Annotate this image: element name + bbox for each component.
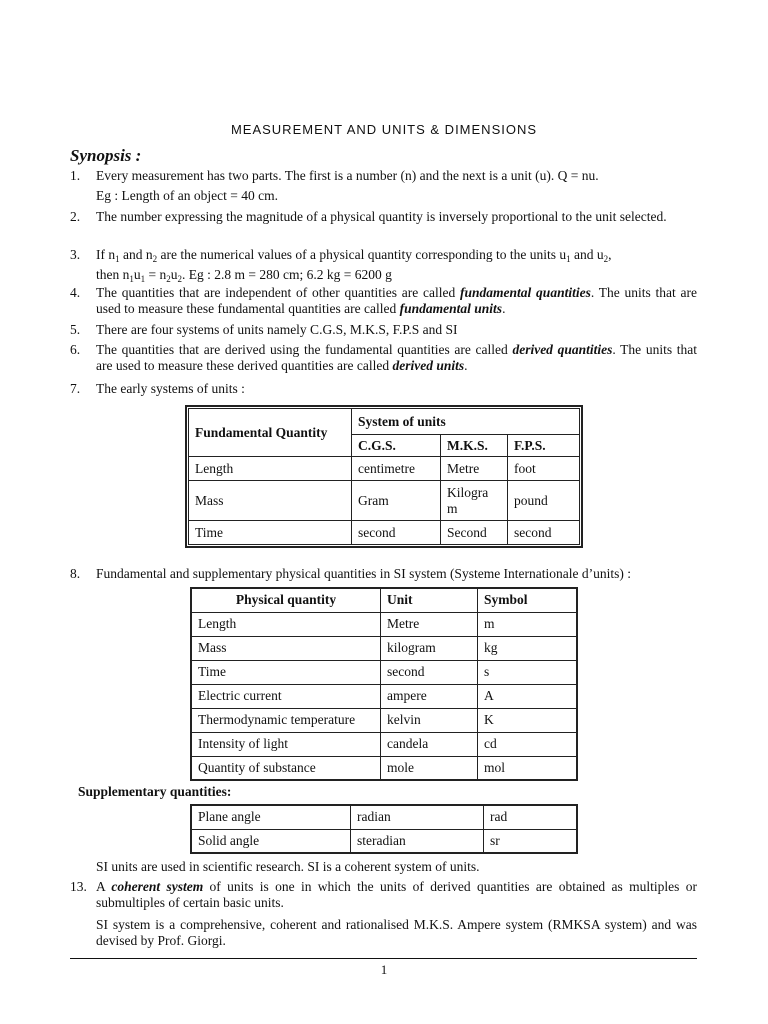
- point-text: If $n_1$ and $n_2$ are the numerical values of a physical quantity corresponding to the units $u_1$ and $u_2$, then $n_1u_1 = n_2u_2$. Eg : 2.8 m = 280 cm; 6.2 kg = 6200 g: [96, 247, 612, 284]
- header-mks: M.K.S.: [441, 435, 508, 457]
- header-physical-quantity: Physical quantity: [191, 588, 381, 612]
- point-7: [70, 381, 697, 397]
- header-cgs: C.G.S.: [352, 435, 441, 457]
- point-4: [70, 285, 697, 317]
- header-system-of-units: System of units: [352, 409, 580, 435]
- point-number: 2.: [70, 209, 81, 224]
- point-1: [70, 168, 697, 204]
- supplementary-table: [190, 804, 578, 854]
- early-systems-table: [188, 408, 580, 545]
- page-title: MEASUREMENT AND UNITS & DIMENSIONS: [230, 122, 538, 137]
- table-row: Time second Second second: [189, 521, 580, 545]
- point-3: [70, 247, 697, 287]
- point-8: [70, 566, 697, 582]
- point-number: 6.: [70, 342, 81, 357]
- point-text: Every measurement has two parts. The first is a number (n) and the next is a unit (u). Q = nu.: [96, 168, 599, 183]
- point-number: 7.: [70, 381, 81, 396]
- si-system-text: SI system is a comprehensive, coherent and rationalised M.K.S. Ampere system (RMKSA system) and was devised by Prof. Giorgi.: [96, 917, 697, 948]
- table-row: Time second s: [191, 660, 577, 684]
- point-number: 4.: [70, 285, 81, 300]
- table-row: Thermodynamic temperature kelvin K: [191, 708, 577, 732]
- table-row: Solid angle steradian sr: [191, 829, 577, 853]
- page-number: 1: [380, 962, 388, 977]
- point-text: There are four systems of units namely C.G.S, M.K.S, F.P.S and SI: [96, 322, 458, 337]
- table-row: Mass kilogram kg: [191, 636, 577, 660]
- table-row: Length Metre m: [191, 612, 577, 636]
- si-note: SI units are used in scientific research. SI is a coherent system of units.: [96, 859, 480, 874]
- point-13: [70, 879, 697, 911]
- table-row: Electric current ampere A: [191, 684, 577, 708]
- table-row: Intensity of light candela cd: [191, 732, 577, 756]
- point-example: Eg : Length of an object = 40 cm.: [96, 188, 278, 203]
- point-text: Fundamental and supplementary physical quantities in SI system (Systeme Internationale d’units) :: [96, 566, 632, 581]
- footer-divider: [70, 958, 697, 959]
- table-row: Quantity of substance mole mol: [191, 756, 577, 780]
- point-number: 3.: [70, 247, 81, 262]
- point-number: 13.: [70, 879, 87, 894]
- header-symbol: Symbol: [478, 588, 578, 612]
- point-number: 1.: [70, 168, 81, 183]
- header-fps: F.P.S.: [508, 435, 580, 457]
- si-quantities-table: [190, 587, 578, 781]
- table-row: Plane angle radian rad: [191, 805, 577, 829]
- point-text: The early systems of units :: [96, 381, 245, 396]
- point-text: The number expressing the magnitude of a physical quantity is inversely proportional to the unit selected.: [96, 209, 667, 224]
- point-2: [70, 209, 697, 225]
- point-number: 8.: [70, 566, 81, 581]
- point-text: The quantities that are derived using the fundamental quantities are called derived quantities. The units that are used to measure these derived quantities are called derived units.: [96, 342, 697, 373]
- point-text: A coherent system of units is one in which the units of derived quantities are obtained as multiples or submultiples of certain basic units.: [96, 879, 697, 910]
- point-number: 5.: [70, 322, 81, 337]
- supplementary-heading: Supplementary quantities:: [78, 784, 232, 799]
- point-6: [70, 342, 697, 374]
- header-fundamental-quantity: Fundamental Quantity: [189, 409, 352, 457]
- point-text: The quantities that are independent of other quantities are called fundamental quantities. The units that are used to measure these fundamental quantities are called fundamental units.: [96, 285, 697, 316]
- table-row: Mass Gram Kilogra m pound: [189, 481, 580, 521]
- header-unit: Unit: [381, 588, 478, 612]
- point-5: [70, 322, 697, 338]
- table-row: Length centimetre Metre foot: [189, 457, 580, 481]
- synopsis-heading: Synopsis :: [70, 146, 142, 165]
